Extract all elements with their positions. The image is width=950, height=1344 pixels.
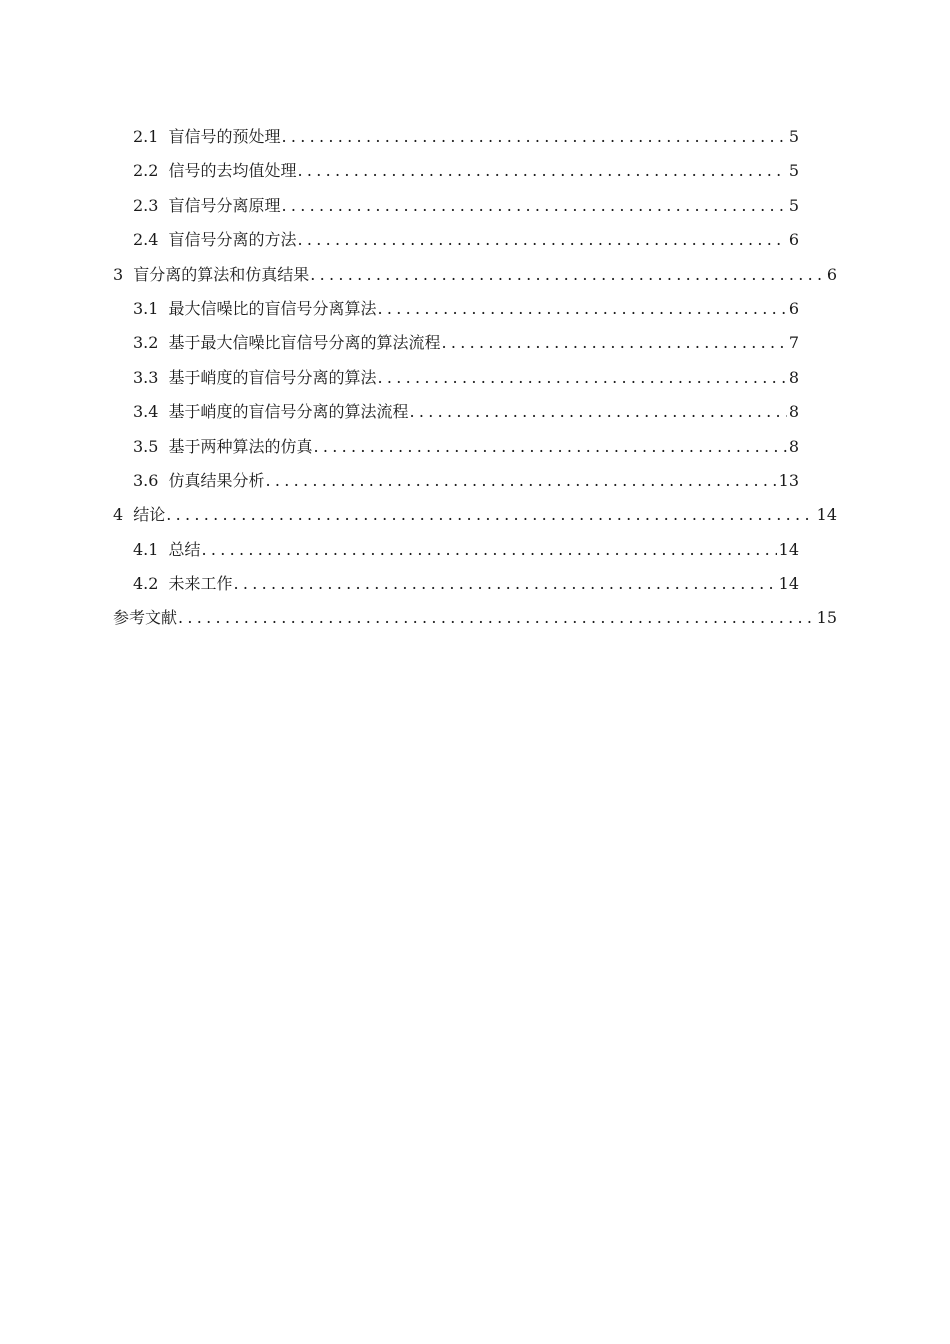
toc-entry-page: 13: [778, 470, 799, 490]
dot-leader: [310, 258, 825, 292]
dot-leader: [409, 395, 786, 429]
toc-entry-title: 基于最大信噪比盲信号分离的算法流程: [168, 333, 441, 353]
toc-entry-page: 14: [778, 574, 799, 594]
toc-entry-page: 6: [788, 298, 799, 318]
toc-entry-3-6[interactable]: [113, 464, 799, 498]
dot-leader: [281, 189, 786, 223]
toc-entry-number: 2.1: [133, 127, 159, 146]
toc-entry-title: 最大信噪比的盲信号分离算法: [168, 298, 377, 318]
table-of-contents: [113, 120, 837, 636]
toc-entry-page: 8: [788, 402, 799, 422]
toc-entry-title: 结论: [133, 505, 166, 525]
toc-entry-title: 盲分离的算法和仿真结果: [133, 264, 310, 284]
dot-leader: [233, 567, 776, 601]
toc-entry-title: 盲信号的预处理: [168, 127, 281, 146]
toc-entry-3-1[interactable]: [113, 292, 799, 326]
toc-entry-number: 3.6: [133, 470, 159, 490]
toc-entry-page: 5: [788, 161, 799, 181]
toc-entry-title: 未来工作: [168, 574, 233, 594]
toc-entry-title: 参考文献: [113, 608, 178, 628]
toc-entry-title: 总结: [168, 539, 201, 559]
dot-leader: [178, 601, 815, 635]
toc-entry-number: 3.3: [133, 367, 159, 387]
toc-entry-number: 3.5: [133, 436, 159, 456]
toc-entry-3[interactable]: [113, 258, 837, 292]
dot-leader: [297, 223, 786, 257]
toc-entry-3-2[interactable]: [113, 326, 799, 360]
toc-entry-3-5[interactable]: [113, 430, 799, 464]
toc-entry-title: 盲信号分离的方法: [168, 230, 297, 250]
toc-entry-page: 14: [778, 539, 799, 559]
toc-entry-number: 3.2: [133, 333, 159, 353]
toc-entry-number: 2.3: [133, 195, 159, 215]
toc-entry-page: 6: [826, 264, 837, 284]
toc-entry-number: 4.1: [133, 539, 159, 559]
toc-entry-page: 5: [788, 195, 799, 215]
toc-entry-title: 基于两种算法的仿真: [168, 436, 313, 456]
toc-entry-title: 基于峭度的盲信号分离的算法: [168, 367, 377, 387]
toc-entry-2-3[interactable]: [113, 189, 799, 223]
toc-entry-number: 2.2: [133, 161, 159, 181]
toc-entry-title: 基于峭度的盲信号分离的算法流程: [168, 402, 409, 422]
toc-entry-number: 3.1: [133, 298, 159, 318]
toc-entry-references[interactable]: [113, 601, 837, 635]
toc-entry-4[interactable]: [113, 498, 837, 532]
dot-leader: [201, 533, 776, 567]
dot-leader: [377, 361, 786, 395]
dot-leader: [166, 498, 814, 532]
dot-leader: [441, 326, 786, 360]
toc-entry-page: 6: [788, 230, 799, 250]
toc-entry-2-4[interactable]: [113, 223, 799, 257]
toc-entry-number: 3.4: [133, 402, 159, 422]
toc-entry-2-1[interactable]: [113, 120, 799, 154]
toc-entry-4-1[interactable]: [113, 533, 799, 567]
dot-leader: [297, 154, 786, 188]
toc-entry-page: 5: [788, 127, 799, 146]
toc-entry-2-2[interactable]: [113, 154, 799, 188]
toc-entry-page: 7: [788, 333, 799, 353]
toc-entry-page: 8: [788, 436, 799, 456]
toc-entry-number: 4: [113, 505, 124, 525]
dot-leader: [377, 292, 786, 326]
toc-entry-page: 14: [816, 505, 837, 525]
toc-entry-page: 15: [816, 608, 837, 628]
toc-entry-3-3[interactable]: [113, 361, 799, 395]
toc-entry-number: 3: [113, 264, 124, 284]
toc-entry-title: 盲信号分离原理: [168, 195, 281, 215]
toc-entry-number: 4.2: [133, 574, 159, 594]
toc-entry-number: 2.4: [133, 230, 159, 250]
toc-entry-3-4[interactable]: [113, 395, 799, 429]
toc-entry-4-2[interactable]: [113, 567, 799, 601]
toc-entry-page: 8: [788, 367, 799, 387]
dot-leader: [281, 120, 786, 154]
toc-entry-title: 仿真结果分析: [168, 470, 265, 490]
toc-entry-title: 信号的去均值处理: [168, 161, 297, 181]
dot-leader: [313, 430, 786, 464]
dot-leader: [265, 464, 776, 498]
